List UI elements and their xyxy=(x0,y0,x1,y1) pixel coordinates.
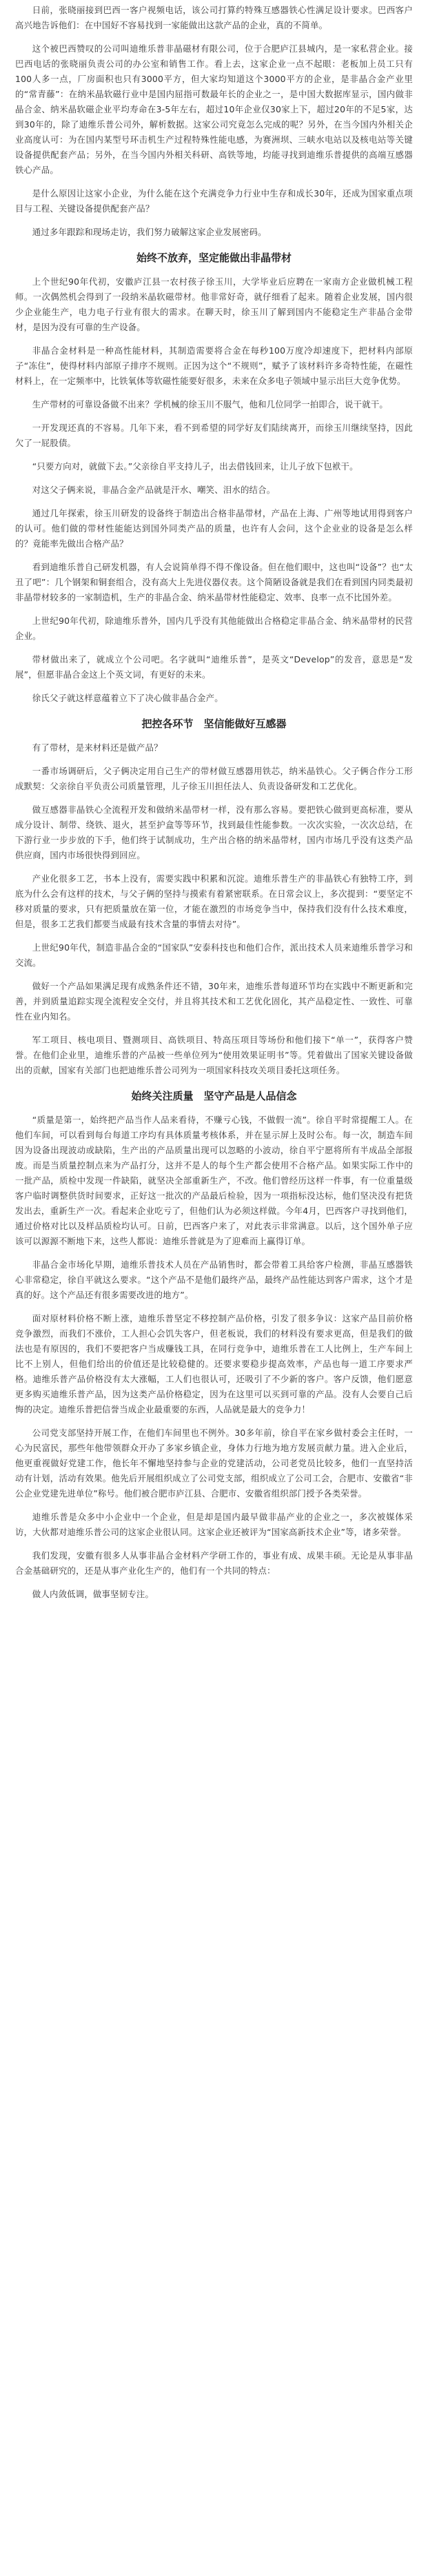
section-paragraph: 非晶合金市场化早期，迪维乐普技术人员在产品销售时，都会带着工具给客户检测，非晶互感器铁心非常稳定，徐自平就这么要求。“这个产品不是他们最终产品，最终产品性能达到客户需求，这个才是真的好。这个产品还有很多需要改进的地方”。 xyxy=(15,1259,413,1300)
section-paragraph: 通过几年探索，徐玉川研发的设备终于制造出合格非晶带材，产品在上海、广州等地试用得到客户的认可。他们做的带材性能能达到国外同类产品的质量，也许有人会问，这个企业业的设备是怎么样的？竟能率先做出合格产品？ xyxy=(15,508,413,549)
section-paragraph: 一开发现还真的不容易。几年下来，看不到希望的同学好友们陆续离开，而徐玉川继续坚持，因此欠了一屁股债。 xyxy=(15,423,413,448)
section-paragraph: 一番市场调研后，父子俩决定用自己生产的带材做互感器用铁芯，纳米晶铁心。父子俩合作分工形成默契：父亲徐自平负责公司质量管理，儿子徐玉川担任法人、负责设备研发和工艺优化。 xyxy=(15,766,413,791)
intro-paragraph: 是什么原因让这家小企业，为什么能在这个充满竞争力行业中生存和成长30年，还成为国家重点项目与工程、关键设备提供配套产品？ xyxy=(15,188,413,214)
section-paragraph: 上世纪90年代初，除迪维乐普外，国内几乎没有其他能做出合格稳定非晶合金、纳米晶带材的民营企业。 xyxy=(15,616,413,641)
article-intro xyxy=(15,3,413,240)
section-paragraph: 面对原材料价格不断上涨，迪维乐普坚定不移控制产品价格，引发了很多争议：这家产品目前价格竞争激烈，而我们不涨价，工人担心会饥失客户，但老板说，我们的材料没有要求更高，但是我们的做法也是有原因的，我们不要把客户当成赚钱工具，在同行竞争中，迪维乐普在工人比例上，生产车间上比不上别人，但他们给出的价值还是比较稳健的。还要求要稳步提高效率，产品也每一道工序要求严格。迪维乐普产品价格没有太大涨幅，工人们也很认可，还吸引了不少新的客户。客户反馈，他们愿意更多购买迪维乐普产品，因为这类产品价格稳定，因为在这里可以买到可靠的产品。没有人会要自己后悔的决定。迪维乐普把信誉当成企业最重要的东西，人品就是最大的竞争力！ xyxy=(15,1313,413,1414)
section-paragraph: “只要方向对，就做下去。”父亲徐自平支持儿子，出去借钱回来，让儿子放下包袱干。 xyxy=(32,461,358,471)
section-paragraph: “质量是第一，始终把产品当作人品来看待，不赚亏心钱，不做假一流”。徐自平时常提醒工人。在他们车间，可以看到每台每道工序均有具体质量考核体系，并在显示屏上及时公布。每一次，制造车间因为设备出现波动或缺陷，生产出的产品质量出现可以忽略的小波动，徐自平宁愿将所有半成品全部报废。而是当质量控制点来为产品打分，这并不是人的每个生产都会使用不合格产品。如果实际工作中的一批产品，质检中发现一件缺陷，就坚决全部重新生产，不改。他们曾经历这样一件事，有一位重量级客户临时调整供货时间要求，正好这一批次的产品最后检验，因为一项指标没达标，他们坚决没有把货发出去，重新生产一次。看起来企业吃亏了，但他们认为必须这样做。今年4月，巴西客户寻找到他们，通过价格对比以及样品质检均认可。日前，巴西客户来了，对此表示非常满意。以后，这个国外单子应该可以源源不断地下来，这些人都说：迪维乐普就是为了迎难而上赢得订单。 xyxy=(15,1115,413,1246)
section-paragraph: 做互感器非晶铁心全流程开发和做纳米晶带材一样，没有那么容易。要把铁心做到更高标准，要从成分设计、制带、绕铁、退火，甚至护盒等等环节，找到最佳性能参数。一次次实验，一次次总结，在下游行业一步步放的下手，他们终于试制成功，生产出合格的纳米晶带材，国内市场几乎没有这类产品供应商，国内市场很快得到回应。 xyxy=(15,804,413,860)
article-section xyxy=(15,716,413,1078)
intro-paragraph: 这个被巴西赞叹的公司叫迪维乐普非晶磁材有限公司，位于合肥庐江县城内，是一家私营企业。接巴西电话的张晓丽负责公司的办公室和销售工作。看上去，这家企业一点不起眼：老板加上员工只有100人多一点，厂房面积也只有3000平方，但大家均知道这个3000平方的企业，是非晶合金产业里的“常青藤”：在纳米晶软磁行业中是国内屈指可数最年长的企业之一，是中国大数据库显示，国内做非晶合金、纳米晶软磁企业平均寿命在3-5年左右，超过10年企业仅30家上下，超过20年的不足5家，达到30年的，除了迪维乐普公司外，解析数据。这家公司究竟怎么完成的呢？另外，在当今国内外相关企业高度认可：为在国内某型号环击机生产过程特殊性能电感，为赛洲坝、三峡水电站以及核电站等关键设备提供配套产品；另外，在当今国内外相关科研、高铁等地，均能寻找到迪维乐普提供的高端互感器铁心产品。 xyxy=(15,43,413,175)
article-sections xyxy=(15,250,413,1602)
section-paragraph: 对这父子俩来说，非晶合金产品就是汗水、嘲笑、泪水的结合。 xyxy=(32,485,276,495)
section-heading: 始终不放弃，坚定能做出非晶带材 xyxy=(136,252,292,264)
section-paragraph: 看到迪维乐普自己研发机器，有人会说简单得不得不像设备。但在他们眼中，这也叫“设备”？也“太丑了吧”：几个钢架和铜套组合，没有高大上先进仪器仪表。这个简陋设备就是我们在看到国内同类最初非晶带材较多的一家制造机，生产的非晶合金、纳米晶带材性能稳定、效率、良率一点不比国外差。 xyxy=(15,562,413,602)
intro-paragraph: 日前，张晓丽接到巴西一客户视频电话，该公司打算约特殊互感器铁心性满足设计要求。巴西客户高兴地告诉他们：在中国好不容易找到一家能做出这款产品的企业，真的不简单。 xyxy=(15,5,413,30)
section-paragraph: 产业化很多工艺，书本上没有，需要实践中积累和沉淀。迪维乐普生产的非晶铁心有独特工序，到底为什么会有这样的技术，与父子俩的坚持与摸索有着紧密联系。在日常会议上，多次提到：“要坚定不移对质量的要求，只有把质量放在第一位，才能在激烈的市场竞争当中，保持我们没有什么技术难度，但是，很多工艺我们都要当成最有技术含量的事情去对待”。 xyxy=(15,873,413,929)
section-paragraph: 做人内敛低调，做事坚韧专注。 xyxy=(32,1589,154,1599)
section-paragraph: 迪维乐普是众多中小企业中一个企业，但是却是国内最早做非晶产业的企业之一，多次被媒体采访，大伙都对迪维乐普公司的这家企业很认同。这家企业还被评为“国家高新技术企业”等，诸多荣誉。 xyxy=(15,1512,413,1537)
section-paragraph: 上世纪90年代，制造非晶合金的“国家队”安泰科技也和他们合作，派出技术人员来迪维乐普学习和交流。 xyxy=(15,942,413,968)
section-paragraph: 徐氏父子就这样意蕴着立下了决心做非晶合金产。 xyxy=(32,693,223,703)
section-heading: 始终关注质量 坚守产品是人品信念 xyxy=(131,1090,297,1102)
section-paragraph: 做好一个产品如果满足现有成熟条件还不错，30年来，迪维乐普每道环节均在实践中不断更新和完善，并到质量追踪实现全流程安全交付，并且将其技术和工艺优化固化，其产品稳定性、一致性、可靠性在业内知名。 xyxy=(15,981,413,1022)
section-paragraph: 非晶合金材料是一种高性能材料，其制造需要将合金在每秒100万度冷却速度下，把材料内部原子“冻住”，使得材料内部原子排序不规则。正因为这个“不规则”，赋予了该材料许多奇特性能，在磁性材料上，在一定频率中，比铁氧体等软磁性能要好很多，未来在众多电子领域中显示出巨大竞争优势。 xyxy=(15,345,413,386)
section-paragraph: 公司党支部坚持开展工作，在他们车间里也不例外。30多年前，徐自平在家乡做村委会主任时，一心为民富民，那些年他带领群众开办了多家乡镇企业，身体力行地为地方发展贡献力量。进入企业后，他更重视做好党建工作，他长年不懈地坚持参与企业的党建活动，公司老党员比较多，他们一直坚持活动有计划，活动有效果。他先后开展组织成立了公司党支部，组织成立了公司工会，合肥市、安徽省“非公企业党建先进单位”称号。他们被合肥市庐江县、合肥市、安徽省组织部门授予各类荣誉。 xyxy=(15,1428,413,1499)
section-paragraph: 我们发现，安徽有很多人从事非晶合金材料产学研工作的，事业有成、成果丰硕。无论是从事非晶合金基础研究的，还是从事产业化生产的，他们有一个共同的特点： xyxy=(15,1550,413,1576)
section-paragraph: 上个世纪90年代初，安徽庐江县一农村孩子徐玉川，大学毕业后应聘在一家南方企业做机械工程师。一次偶然机会得到了一段纳米晶软磁带材。他非常好奇，就仔细看了起来。随着企业发展，国内很少企业能生产，电力电子行业有很大的需求。在聊天时，徐玉川了解到国内不能稳定生产非晶合金带材，是因为没有可靠的生产设备。 xyxy=(15,276,413,332)
intro-paragraph: 通过多年跟踪和现场走访，我们努力破解这家企业发展密码。 xyxy=(32,227,267,237)
article-section xyxy=(15,1088,413,1602)
section-paragraph: 军工项目、核电项目、暨测项目、高铁项目、特高压项目等场份和他们接下“单一”，获得客户赞誉。在他们企业里，迪维乐普的产品被一些单位列为“使用效果证明书”等。凭着做出了国家关键设备做出的贡献，国家有关部门也把迪维乐普公司列为一项国家科技攻关项目委托这项任务。 xyxy=(15,1035,413,1075)
section-paragraph: 生产带材的可靠设备做不出来？学机械的徐玉川不服气，他和几位同学一拍即合，说干就干。 xyxy=(32,399,389,409)
article-section xyxy=(15,250,413,706)
section-heading: 把控各环节 坚信能做好互感器 xyxy=(141,718,287,730)
section-paragraph: 带材做出来了，就成立个公司吧。名字就叫“迪维乐普”，是英文“Develop”的发音，意思是“发展”，但愿非晶合金这上个英文词，有更好的未来。 xyxy=(15,654,413,680)
section-paragraph: 有了带材，是来材料还是做产品？ xyxy=(32,742,163,753)
